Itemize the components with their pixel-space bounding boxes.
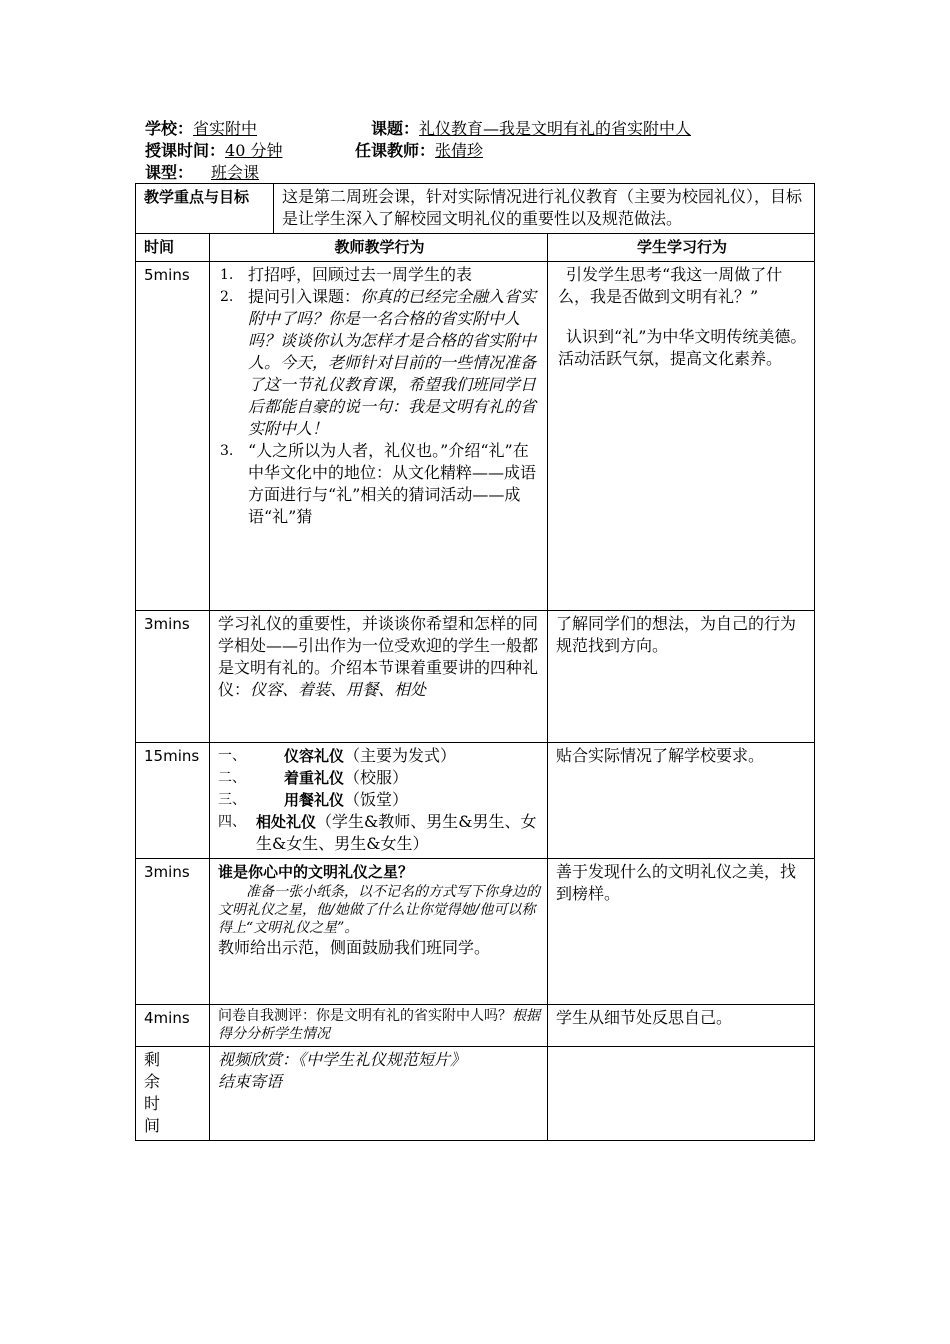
item-number: 一、 <box>218 748 246 764</box>
school-label: 学校： <box>145 119 194 138</box>
item-number: 1. <box>220 267 234 283</box>
student-text: 引发学生思考“我这一周做了什么，我是否做到文明有礼？” <box>558 265 783 306</box>
column-header-row <box>136 234 815 262</box>
teacher-text-italic: 视频欣赏：《中学生礼仪规范短片》 <box>218 1050 467 1069</box>
item-number: 2. <box>220 289 234 305</box>
goal-text: 这是第二周班会课，针对实际情况进行礼仪教育（主要为校园礼仪），目标是让学生深入了解校园文明礼仪的重要性以及规范做法。 <box>274 184 815 234</box>
teacher-text: 问卷自我测评：你是文明有礼的省实附中人吗？ <box>218 1008 512 1024</box>
col-student-header: 学生学习行为 <box>548 234 815 262</box>
student-cell <box>548 262 815 611</box>
table-row <box>136 611 815 743</box>
activity-title: 谁是你心中的文明礼仪之星？ <box>218 863 414 881</box>
list-item <box>218 811 541 855</box>
row-time: 4mins <box>136 1005 210 1047</box>
lesson-plan-table <box>135 183 815 1141</box>
teacher-cell <box>210 743 548 859</box>
table-row <box>136 262 815 611</box>
row-time: 3mins <box>136 611 210 743</box>
item-title: 用餐礼仪 <box>284 791 345 809</box>
item-number: 四、 <box>218 814 246 830</box>
col-time-header: 时间 <box>136 234 210 262</box>
teacher-cell <box>210 262 548 611</box>
header-line-2 <box>145 140 483 162</box>
teacher-label: 任课教师： <box>355 141 436 160</box>
teacher-cell <box>210 1005 548 1047</box>
type-value: 班会课 <box>211 163 260 182</box>
goal-label: 教学重点与目标 <box>136 184 274 234</box>
table-row <box>136 1047 815 1141</box>
student-cell: 了解同学们的想法，为自己的行为规范找到方向。 <box>548 611 815 743</box>
table-row <box>136 859 815 1005</box>
item-number: 二、 <box>218 770 246 786</box>
type-label: 课型： <box>145 163 194 182</box>
item-text: （主要为发式） <box>344 746 457 765</box>
student-cell: 学生从细节处反思自己。 <box>548 1005 815 1047</box>
activity-instructions: 准备一张小纸条，以不记名的方式写下你身边的文明礼仪之星，他/她做了什么让你觉得她/他可以称得上“文明礼仪之星”。 <box>218 884 540 936</box>
list-item <box>218 264 541 286</box>
teacher-text-italic: 结束寄语 <box>218 1072 283 1091</box>
teacher-cell <box>210 1047 548 1141</box>
col-teacher-header: 教师教学行为 <box>210 234 548 262</box>
item-title: 相处礼仪 <box>256 813 317 831</box>
list-item <box>218 767 541 789</box>
time-label: 授课时间： <box>145 141 226 160</box>
list-item <box>218 789 541 811</box>
list-item <box>218 440 541 528</box>
student-cell <box>548 1047 815 1141</box>
teacher-text: 学习礼仪的重要性，并谈谈你希望和怎样的同学相处——引出作为一位受欢迎的学生一般都是文明有礼的。介绍本节课着重要讲的四种礼仪： <box>218 614 539 699</box>
school-value: 省实附中 <box>193 119 258 138</box>
item-text: （学生&教师、男生&男生、女生&女生、男生&女生） <box>256 812 537 853</box>
item-title: 仪容礼仪 <box>284 747 345 765</box>
item-number: 三、 <box>218 792 246 808</box>
teacher-cell <box>210 859 548 1005</box>
teacher-cell <box>210 611 548 743</box>
student-cell: 贴合实际情况了解学校要求。 <box>548 743 815 859</box>
teacher-text-italic: 仪容、着装、用餐、相处 <box>250 680 427 699</box>
teacher-text-italic: 根据得分分析学生情况 <box>218 1008 540 1042</box>
item-text: “人之所以为人者，礼仪也。”介绍“礼”在中华文化中的地位：从文化精粹——成语方面进行与“礼”相关的猜词活动——成语“礼”猜 <box>248 441 537 526</box>
item-number: 3. <box>220 443 234 459</box>
student-text: 认识到“礼”为中华文明传统美德。活动活跃气氛，提高文化素养。 <box>558 327 807 368</box>
item-text: （饭堂） <box>344 790 409 809</box>
row-time: 剩余时间 <box>136 1047 210 1141</box>
table-row <box>136 743 815 859</box>
item-text: （校服） <box>344 768 409 787</box>
topic-value: 礼仪教育—我是文明有礼的省实附中人 <box>419 119 692 138</box>
row-time: 5mins <box>136 262 210 611</box>
list-item <box>218 286 541 440</box>
topic-label: 课题： <box>371 119 420 138</box>
item-text: 你真的已经完全融入省实附中了吗？你是一名合格的省实附中人吗？谈谈你认为怎样才是合格的省实附中人。今天，老师针对目前的一些情况准备了这一节礼仪教育课，希望我们班同学日后都能自豪的说一句：我是文明有礼的省实附中人！ <box>248 287 537 438</box>
list-item <box>218 745 541 767</box>
time-value: 40 分钟 <box>225 141 283 160</box>
row-time: 3mins <box>136 859 210 1005</box>
row-time: 15mins <box>136 743 210 859</box>
header-line-3 <box>145 162 299 184</box>
teacher-text: 教师给出示范，侧面鼓励我们班同学。 <box>218 938 491 957</box>
item-lead: 提问引入课题： <box>248 287 361 306</box>
goal-row <box>136 184 815 234</box>
table-row <box>136 1005 815 1047</box>
student-cell: 善于发现什么的文明礼仪之美，找到榜样。 <box>548 859 815 1005</box>
teacher-value: 张倩珍 <box>435 141 484 160</box>
item-text: 打招呼，回顾过去一周学生的表 <box>248 265 473 284</box>
header-line-1 <box>145 118 691 140</box>
item-title: 着重礼仪 <box>284 769 345 787</box>
